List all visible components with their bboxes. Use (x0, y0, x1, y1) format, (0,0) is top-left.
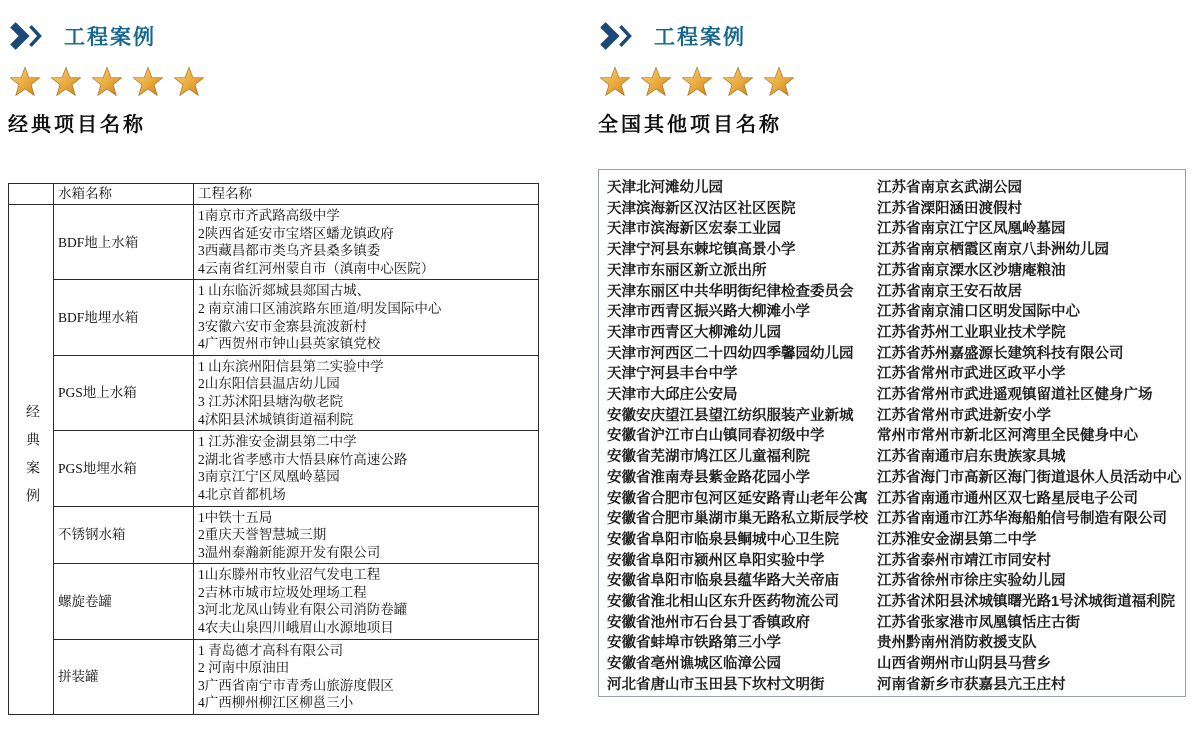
list-item: 贵州黔南州消防救援支队 (877, 635, 1037, 652)
list-item: 江苏省苏州工业职业技术学院 (877, 324, 1066, 341)
column-header-tank: 水箱名称 (54, 184, 194, 205)
project-line: 1中铁十五局 (198, 509, 273, 525)
table-row (9, 506, 539, 564)
list-item: 安徽省阜阳市临泉县蕴华路大关帝庙 (607, 573, 839, 590)
tank-category-cell: PGS地上水箱 (54, 355, 194, 430)
classic-projects-table (8, 183, 539, 715)
project-line: 2重庆天誉智慧城三期 (198, 527, 327, 543)
list-item: 安徽省芜湖市鸠江区儿童福利院 (607, 449, 810, 466)
star-icon (49, 66, 83, 98)
list-item: 安徽省池州市石台县丁香镇政府 (607, 614, 810, 631)
project-line: 4北京首都机场 (198, 486, 286, 502)
list-item: 江苏省海门市高新区海门街道退休人员活动中心 (877, 469, 1182, 486)
section-header (598, 20, 1194, 52)
span-label-cell (9, 205, 54, 715)
list-item: 安徽省阜阳市颍州区阜阳实验中学 (607, 552, 825, 569)
list-item: 天津市西青区大柳滩幼儿园 (607, 324, 781, 341)
table-row (9, 564, 539, 639)
table-row (9, 280, 539, 355)
list-item: 安徽省沪江市白山镇同春初级中学 (607, 428, 825, 445)
section-title: 工程案例 (654, 26, 746, 49)
list-item: 天津市滨海新区宏泰工业园 (607, 221, 781, 238)
star-icon (90, 66, 124, 98)
project-line: 2 河南中原油田 (198, 660, 290, 676)
project-line: 1 山东临沂郯城县郯国古城、 (198, 283, 371, 299)
list-item: 江苏省常州市武进遥观镇留道社区健身广场 (877, 387, 1153, 404)
list-item: 安徽省淮北相山区东升医药物流公司 (607, 594, 839, 611)
project-list-cell (194, 355, 539, 430)
project-line: 1山东滕州市牧业沼气发电工程 (198, 567, 381, 583)
project-line: 3河北龙凤山铸业有限公司消防卷罐 (198, 602, 408, 618)
list-item: 安徽省亳州谯城区临漳公园 (607, 656, 781, 673)
list-item: 江苏省南京栖霞区南京八卦洲幼儿园 (877, 242, 1109, 259)
star-icon (680, 66, 714, 98)
project-list-cell (194, 280, 539, 355)
star-icon (598, 66, 632, 98)
span-header-cell (9, 184, 54, 205)
star-icon (172, 66, 206, 98)
project-line: 3温州泰瀚新能源开发有限公司 (198, 544, 381, 560)
project-line: 1南京市齐武路高级中学 (198, 208, 340, 223)
project-line: 3 江苏沭阳县塘沟敬老院 (198, 393, 344, 409)
list-item: 江苏省南通市启东贵族家具城 (877, 449, 1066, 466)
project-line: 4广西柳州柳江区柳邕三小 (198, 695, 354, 711)
star-rating (598, 66, 1194, 98)
list-item: 安徽省淮南寿县紫金路花园小学 (607, 469, 810, 486)
list-item: 江苏省南通市通州区双七路星辰电子公司 (877, 490, 1138, 507)
list-item: 安徽省阜阳市临泉县鲖城中心卫生院 (607, 531, 839, 548)
project-line: 2山东阳信县温店幼儿园 (198, 376, 340, 392)
table-row (9, 355, 539, 430)
list-item: 天津市西青区振兴路大柳滩小学 (607, 304, 810, 321)
list-item: 江苏省泰州市靖江市同安村 (877, 552, 1051, 569)
classic-cases-panel (8, 20, 556, 715)
project-line: 4云南省红河州蒙自市（滇南中心医院） (198, 260, 435, 276)
list-item: 天津北河滩幼儿园 (607, 180, 723, 196)
section-title: 工程案例 (64, 26, 156, 49)
project-list-cell (194, 205, 539, 280)
list-item: 安徽省合肥市包河区延安路青山老年公寓 (607, 490, 868, 507)
tank-category-cell: PGS地埋水箱 (54, 431, 194, 506)
star-rating (8, 66, 556, 98)
list-item: 天津市河西区二十四幼四季馨园幼儿园 (607, 345, 854, 362)
national-cases-panel (598, 20, 1194, 697)
list-item: 山西省朔州市山阴县马营乡 (877, 656, 1051, 673)
tank-category-cell: 拼装罐 (54, 639, 194, 714)
column-header-project: 工程名称 (194, 184, 539, 205)
list-item: 天津宁河县丰台中学 (607, 366, 738, 383)
project-line: 4农夫山泉四川峨眉山水源地项目 (198, 620, 394, 636)
classic-table-body (9, 184, 539, 715)
section-header (8, 20, 556, 52)
tank-category-cell: BDF地上水箱 (54, 205, 194, 280)
project-line: 3南京江宁区凤凰岭墓园 (198, 469, 340, 485)
star-icon (131, 66, 165, 98)
list-item: 江苏省沭阳县沭城镇曙光路1号沭城街道福利院 (877, 594, 1176, 611)
star-icon (8, 66, 42, 98)
list-item: 河南省新乡市获嘉县亢王庄村 (877, 676, 1066, 693)
list-item: 天津滨海新区汉沽区社区医院 (607, 200, 796, 217)
project-list-cell (194, 639, 539, 714)
list-item: 安徽安庆望江县望江纺织服装产业新城 (607, 407, 854, 424)
project-line: 2陕西省延安市宝塔区蟠龙镇政府 (198, 225, 394, 241)
project-list-cell (194, 506, 539, 564)
table-row (9, 639, 539, 714)
double-chevron-icon (598, 21, 640, 51)
list-item: 江苏省常州市武进区政平小学 (877, 366, 1066, 383)
list-item: 天津市东丽区新立派出所 (607, 262, 767, 279)
project-line: 3广西省南宁市青秀山旅游度假区 (198, 677, 394, 693)
national-list-left (607, 178, 877, 696)
star-icon (721, 66, 755, 98)
list-item: 常州市常州市新北区河湾里全民健身中心 (877, 428, 1138, 445)
table-row (9, 205, 539, 280)
tank-category-cell: 螺旋卷罐 (54, 564, 194, 639)
project-line: 4广西贺州市钟山县英家镇党校 (198, 336, 381, 352)
project-line: 1 青岛德才高科有限公司 (198, 642, 344, 658)
tank-category-cell: BDF地埋水箱 (54, 280, 194, 355)
national-list-right (877, 178, 1182, 696)
project-line: 2吉林市城市垃圾处理场工程 (198, 584, 367, 600)
list-item: 江苏省张家港市凤凰镇恬庄古街 (877, 614, 1080, 631)
classic-subtitle: 经典项目名称 (8, 114, 146, 136)
project-line: 1 山东滨州阳信县第二实验中学 (198, 358, 384, 374)
list-item: 江苏省徐州市徐庄实验幼儿园 (877, 573, 1066, 590)
table-row (9, 431, 539, 506)
list-item: 江苏省南京溧水区沙塘庵粮油 (877, 262, 1066, 279)
list-item: 天津宁河县东棘坨镇高景小学 (607, 242, 796, 259)
list-item: 安徽省蚌埠市铁路第三小学 (607, 635, 781, 652)
project-line: 1 江苏淮安金湖县第二中学 (198, 434, 357, 450)
list-item: 天津东丽区中共华明街纪律检查委员会 (607, 283, 854, 300)
project-line: 2 南京浦口区浦滨路东匝道/明发国际中心 (198, 300, 442, 316)
list-item: 江苏省南京王安石故居 (877, 283, 1022, 300)
list-item: 江苏省南京浦口区明发国际中心 (877, 304, 1080, 321)
project-line: 3西藏昌都市类乌齐县桑多镇委 (198, 243, 381, 259)
national-projects-box (598, 169, 1186, 697)
list-item: 江苏省常州市武进新安小学 (877, 407, 1051, 424)
national-subtitle: 全国其他项目名称 (598, 114, 782, 136)
project-line: 4沭阳县沭城镇街道福利院 (198, 411, 354, 427)
project-list-cell (194, 431, 539, 506)
project-line: 3安徽六安市金寨县流波新村 (198, 318, 367, 334)
list-item: 河北省唐山市玉田县下坎村文明街 (607, 676, 825, 693)
table-header-row (9, 184, 539, 205)
star-icon (639, 66, 673, 98)
list-item: 江苏省苏州嘉盛源长建筑科技有限公司 (877, 345, 1124, 362)
list-item: 安徽省合肥市巢湖市巢无路私立斯辰学校 (607, 511, 868, 528)
double-chevron-icon (8, 21, 50, 51)
list-item: 江苏省溧阳涵田渡假村 (877, 200, 1022, 217)
tank-category-cell: 不锈钢水箱 (54, 506, 194, 564)
project-list-cell (194, 564, 539, 639)
span-label: 经典案例 (24, 403, 39, 516)
list-item: 江苏省南京江宁区凤凰岭墓园 (877, 221, 1066, 238)
list-item: 江苏省南京玄武湖公园 (877, 180, 1022, 196)
star-icon (762, 66, 796, 98)
list-item: 江苏淮安金湖县第二中学 (877, 531, 1037, 548)
list-item: 天津市大邱庄公安局 (607, 387, 738, 404)
list-item: 江苏省南通市江苏华海船舶信号制造有限公司 (877, 511, 1167, 528)
project-line: 2湖北省孝感市大悟县麻竹高速公路 (198, 451, 408, 467)
